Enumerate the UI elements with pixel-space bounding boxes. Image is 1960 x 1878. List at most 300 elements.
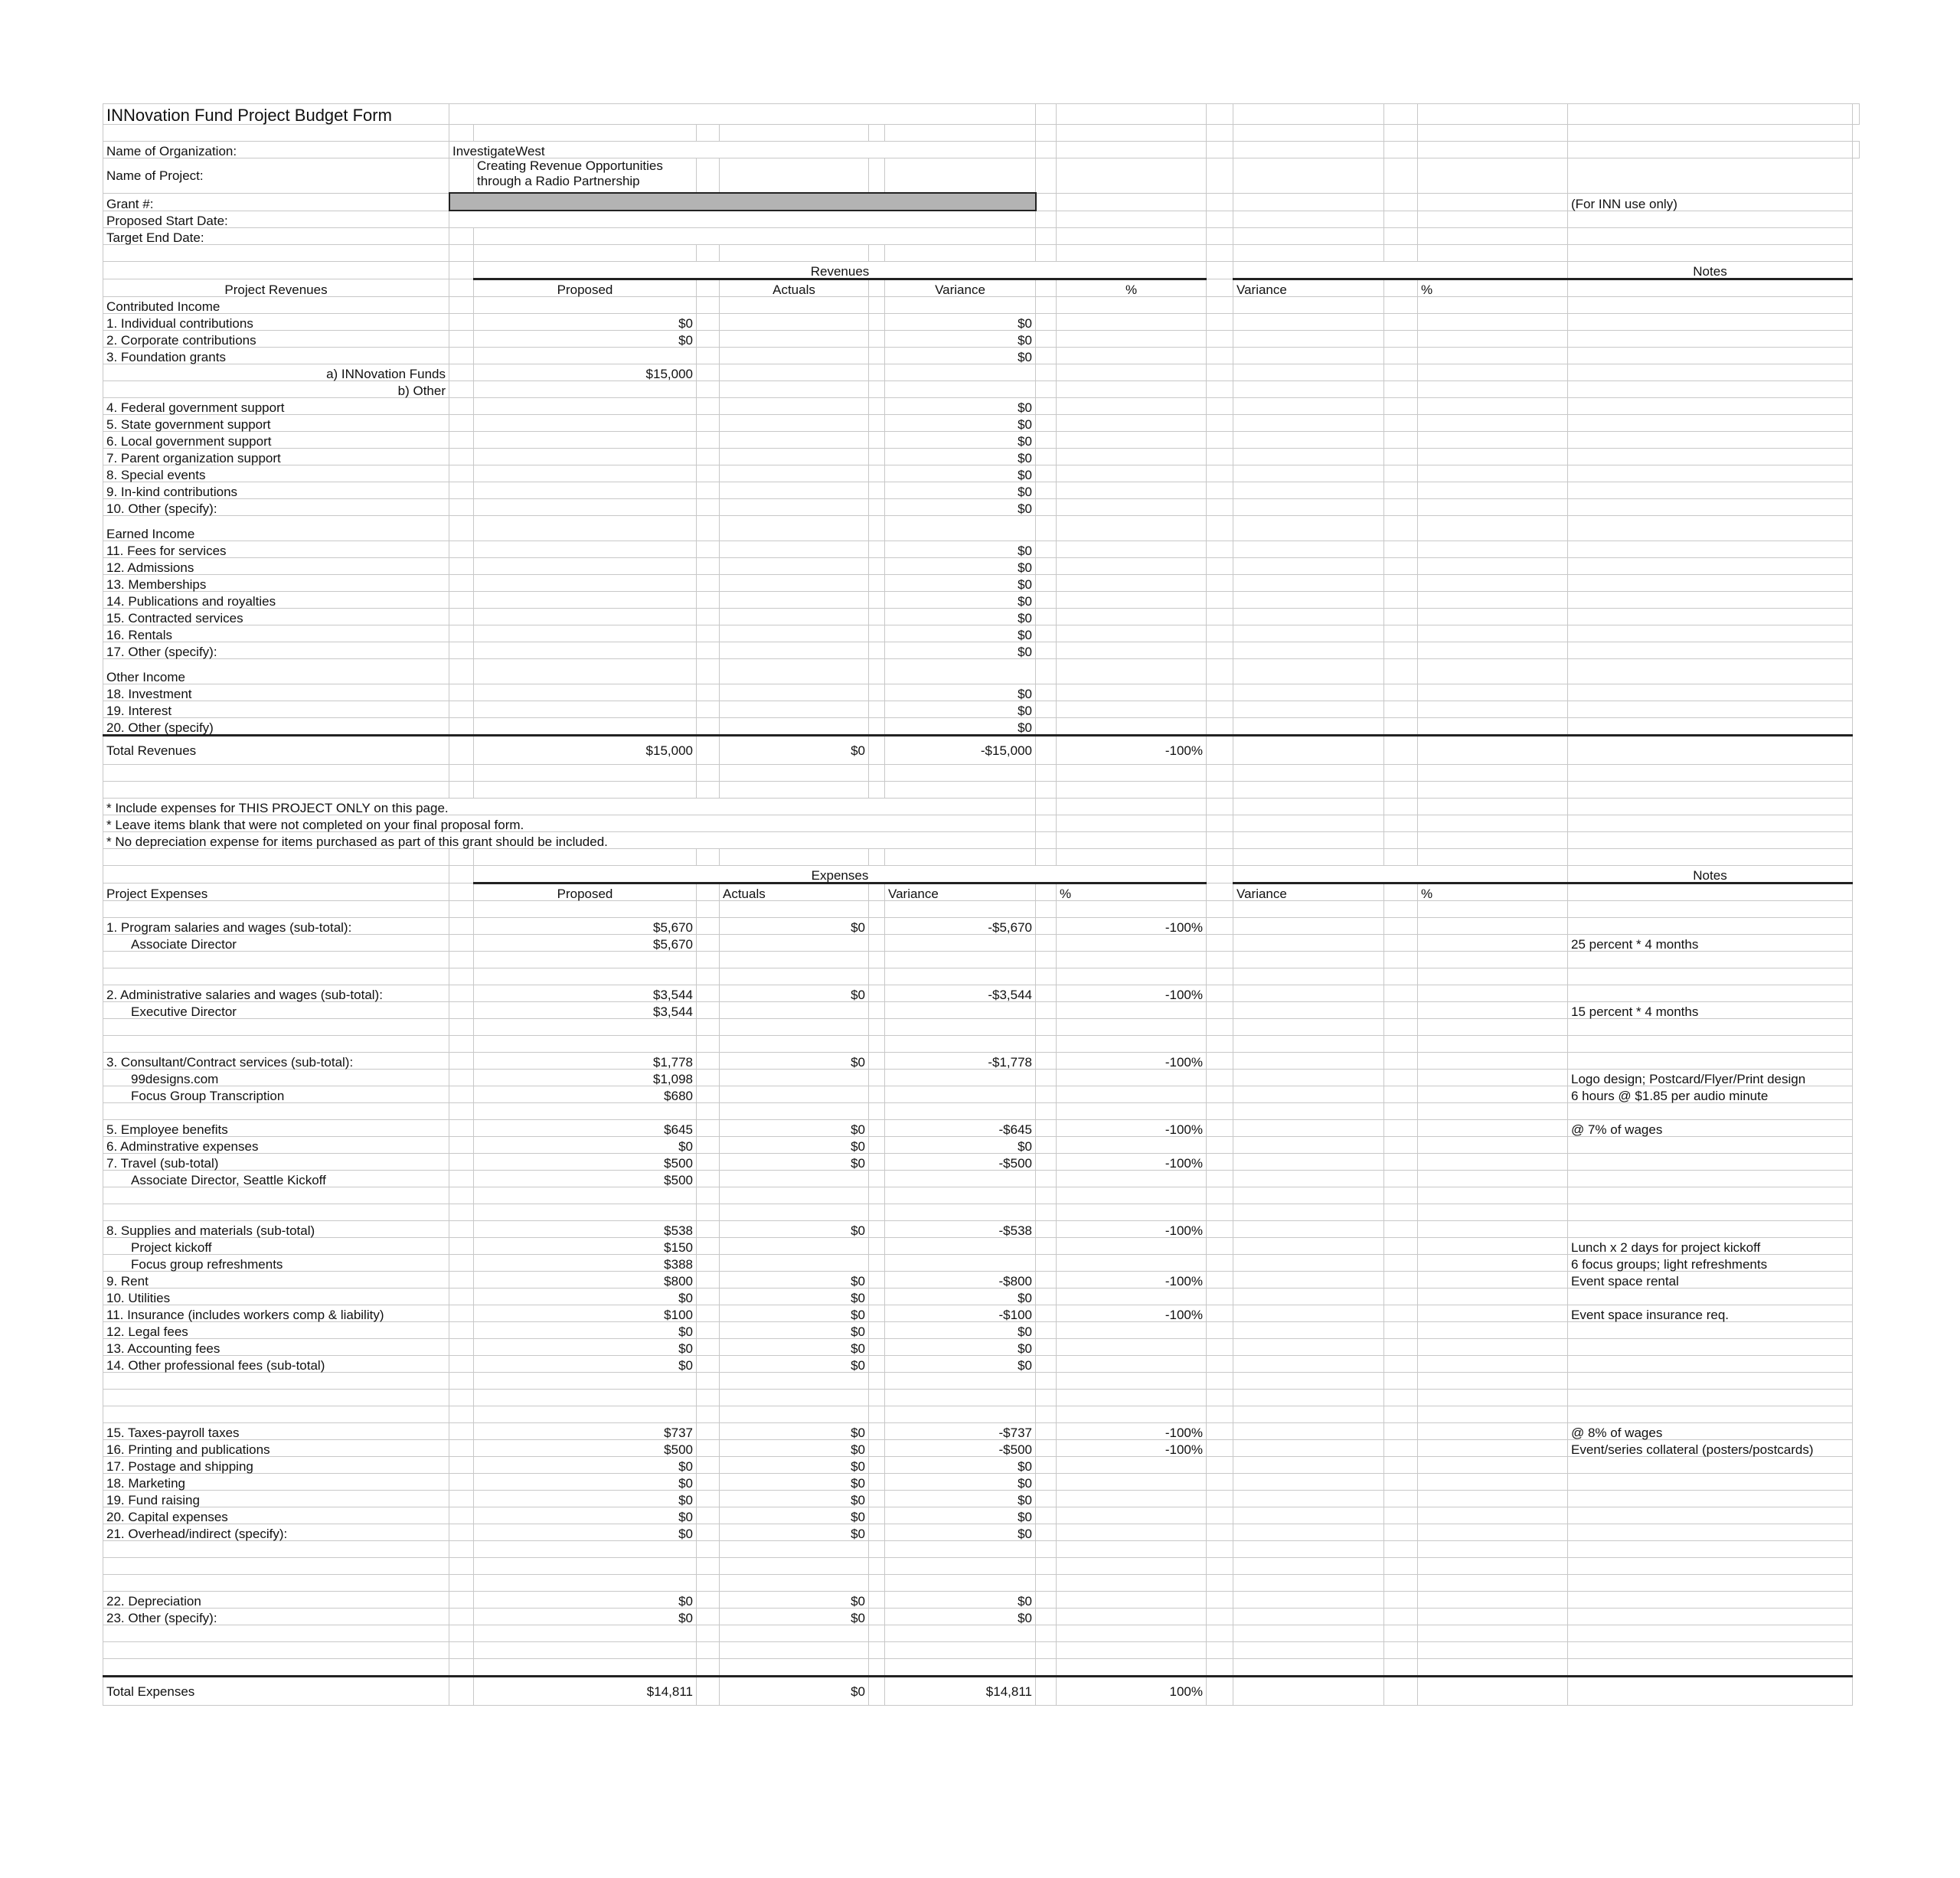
cell[interactable]: [1418, 193, 1568, 211]
cell[interactable]: [869, 432, 885, 449]
cell[interactable]: [869, 348, 885, 364]
grant-number-field[interactable]: [449, 193, 1036, 211]
note[interactable]: [1568, 968, 1853, 985]
cell[interactable]: [869, 1541, 885, 1558]
cell[interactable]: [1418, 381, 1568, 398]
cell[interactable]: [869, 592, 885, 609]
note[interactable]: [1568, 381, 1853, 398]
cell[interactable]: [1418, 432, 1568, 449]
cell[interactable]: [1233, 558, 1384, 575]
cell[interactable]: [449, 1558, 474, 1575]
cell[interactable]: [1418, 558, 1568, 575]
cell[interactable]: [1233, 1036, 1384, 1053]
cell[interactable]: [697, 592, 720, 609]
cell[interactable]: [697, 701, 720, 718]
cell[interactable]: [869, 1002, 885, 1019]
cell[interactable]: [1418, 1507, 1568, 1524]
actuals-value[interactable]: [720, 1255, 869, 1272]
cell[interactable]: [1384, 558, 1418, 575]
cell[interactable]: [1233, 1238, 1384, 1255]
note[interactable]: [1568, 1659, 1853, 1677]
cell[interactable]: [1384, 142, 1418, 158]
actuals-value[interactable]: $0: [720, 736, 869, 765]
cell[interactable]: [1568, 659, 1853, 684]
cell[interactable]: [474, 516, 697, 541]
cell[interactable]: [697, 1356, 720, 1373]
cell[interactable]: [1384, 1019, 1418, 1036]
cell[interactable]: [1207, 158, 1233, 194]
cell[interactable]: [1384, 575, 1418, 592]
cell[interactable]: [1036, 211, 1057, 228]
cell[interactable]: [697, 125, 720, 142]
cell[interactable]: [1233, 1524, 1384, 1541]
cell[interactable]: [1418, 415, 1568, 432]
cell[interactable]: [869, 1440, 885, 1457]
cell[interactable]: [697, 1137, 720, 1154]
proposed-value[interactable]: [474, 482, 697, 499]
cell[interactable]: [697, 1288, 720, 1305]
cell[interactable]: [1384, 449, 1418, 465]
cell[interactable]: [474, 849, 697, 866]
cell[interactable]: [697, 1187, 720, 1204]
note[interactable]: [1568, 1642, 1853, 1659]
actuals-value[interactable]: $0: [720, 1322, 869, 1339]
cell[interactable]: [1207, 516, 1233, 541]
proposed-value[interactable]: $0: [474, 314, 697, 331]
note[interactable]: Event space rental: [1568, 1272, 1853, 1288]
cell[interactable]: [1384, 348, 1418, 364]
cell[interactable]: [1233, 1406, 1384, 1423]
cell[interactable]: [869, 465, 885, 482]
actuals-value[interactable]: $0: [720, 1609, 869, 1625]
cell[interactable]: [1418, 1625, 1568, 1642]
cell[interactable]: [449, 1677, 474, 1706]
cell[interactable]: [869, 1322, 885, 1339]
actuals-value[interactable]: [720, 1390, 869, 1406]
cell[interactable]: [1418, 1238, 1568, 1255]
cell[interactable]: [1036, 516, 1057, 541]
cell[interactable]: [697, 935, 720, 952]
cell[interactable]: [869, 659, 885, 684]
cell[interactable]: [449, 1507, 474, 1524]
cell[interactable]: [1233, 1086, 1384, 1103]
cell[interactable]: [697, 541, 720, 558]
actuals-value[interactable]: [720, 465, 869, 482]
cell[interactable]: [1057, 104, 1207, 125]
cell[interactable]: [697, 684, 720, 701]
cell[interactable]: [1418, 1154, 1568, 1171]
cell[interactable]: [1418, 1137, 1568, 1154]
cell[interactable]: [449, 541, 474, 558]
cell[interactable]: [1418, 952, 1568, 968]
cell[interactable]: [1384, 1524, 1418, 1541]
cell[interactable]: [449, 482, 474, 499]
cell[interactable]: [697, 952, 720, 968]
actuals-value[interactable]: $0: [720, 918, 869, 935]
proposed-value[interactable]: $800: [474, 1272, 697, 1288]
cell[interactable]: [869, 1288, 885, 1305]
note[interactable]: [1568, 1625, 1853, 1642]
cell[interactable]: [1233, 1204, 1384, 1221]
cell[interactable]: [869, 482, 885, 499]
cell[interactable]: [449, 449, 474, 465]
cell[interactable]: [1418, 449, 1568, 465]
cell[interactable]: [697, 918, 720, 935]
cell[interactable]: [1568, 849, 1853, 866]
cell[interactable]: [1384, 297, 1418, 314]
cell[interactable]: [449, 1002, 474, 1019]
cell[interactable]: [1233, 765, 1384, 782]
note[interactable]: [1568, 1373, 1853, 1390]
cell[interactable]: [449, 245, 474, 262]
actuals-value[interactable]: $0: [720, 1053, 869, 1070]
cell[interactable]: [1418, 142, 1568, 158]
cell[interactable]: [1418, 659, 1568, 684]
cell[interactable]: [697, 1457, 720, 1474]
cell[interactable]: [1384, 642, 1418, 659]
cell[interactable]: [1418, 1103, 1568, 1120]
proposed-value[interactable]: $737: [474, 1423, 697, 1440]
cell[interactable]: [1418, 985, 1568, 1002]
cell[interactable]: [449, 1524, 474, 1541]
actuals-value[interactable]: [720, 935, 869, 952]
cell[interactable]: [869, 1524, 885, 1541]
cell[interactable]: [697, 314, 720, 331]
cell[interactable]: [869, 1625, 885, 1642]
cell[interactable]: [1384, 1659, 1418, 1677]
cell[interactable]: [697, 1491, 720, 1507]
note[interactable]: [1568, 1390, 1853, 1406]
proposed-value[interactable]: [474, 575, 697, 592]
cell[interactable]: [1384, 1474, 1418, 1491]
note[interactable]: [1568, 985, 1853, 1002]
cell[interactable]: [1384, 1255, 1418, 1272]
cell[interactable]: [449, 1491, 474, 1507]
actuals-value[interactable]: [720, 718, 869, 736]
cell[interactable]: [1384, 1642, 1418, 1659]
cell[interactable]: [449, 1288, 474, 1305]
cell[interactable]: [697, 381, 720, 398]
cell[interactable]: [869, 1187, 885, 1204]
note[interactable]: [1568, 918, 1853, 935]
proposed-value[interactable]: $0: [474, 1592, 697, 1609]
cell[interactable]: [449, 1221, 474, 1238]
cell[interactable]: [1418, 1575, 1568, 1592]
proposed-value[interactable]: $500: [474, 1440, 697, 1457]
cell[interactable]: [1233, 245, 1384, 262]
cell[interactable]: [697, 625, 720, 642]
proposed-value[interactable]: $0: [474, 1474, 697, 1491]
cell[interactable]: [449, 1609, 474, 1625]
cell[interactable]: [1418, 609, 1568, 625]
actuals-value[interactable]: [720, 1659, 869, 1677]
cell[interactable]: [1384, 849, 1418, 866]
note[interactable]: [1568, 1171, 1853, 1187]
cell[interactable]: [1384, 609, 1418, 625]
note[interactable]: [1568, 1356, 1853, 1373]
cell[interactable]: [1418, 625, 1568, 642]
actuals-value[interactable]: [720, 642, 869, 659]
cell[interactable]: [449, 642, 474, 659]
cell[interactable]: [1384, 736, 1418, 765]
cell[interactable]: [869, 499, 885, 516]
note[interactable]: [1568, 1187, 1853, 1204]
cell[interactable]: [697, 398, 720, 415]
proposed-value[interactable]: $645: [474, 1120, 697, 1137]
cell[interactable]: [869, 1677, 885, 1706]
cell[interactable]: [1233, 297, 1384, 314]
org-value-field[interactable]: InvestigateWest: [449, 142, 1036, 158]
cell[interactable]: [885, 125, 1036, 142]
cell[interactable]: [697, 432, 720, 449]
cell[interactable]: [449, 684, 474, 701]
cell[interactable]: [1036, 849, 1057, 866]
proposed-value[interactable]: [474, 1390, 697, 1406]
cell[interactable]: [1384, 935, 1418, 952]
proposed-value[interactable]: [474, 718, 697, 736]
proposed-value[interactable]: [474, 701, 697, 718]
cell[interactable]: [1384, 158, 1418, 194]
cell[interactable]: [1418, 228, 1568, 245]
cell[interactable]: [449, 736, 474, 765]
actuals-value[interactable]: $0: [720, 1356, 869, 1373]
cell[interactable]: [1233, 575, 1384, 592]
cell[interactable]: [1233, 1356, 1384, 1373]
cell[interactable]: [869, 1390, 885, 1406]
cell[interactable]: [1418, 1609, 1568, 1625]
cell[interactable]: [1233, 1592, 1384, 1609]
note[interactable]: Lunch x 2 days for project kickoff: [1568, 1238, 1853, 1255]
cell[interactable]: [1207, 104, 1233, 125]
cell[interactable]: [449, 782, 474, 799]
cell[interactable]: [1568, 158, 1853, 194]
cell[interactable]: [697, 516, 720, 541]
note[interactable]: [1568, 1137, 1853, 1154]
cell[interactable]: [449, 765, 474, 782]
cell[interactable]: [1418, 849, 1568, 866]
note[interactable]: 6 hours @ $1.85 per audio minute: [1568, 1086, 1853, 1103]
cell[interactable]: [1207, 142, 1233, 158]
cell[interactable]: [1233, 499, 1384, 516]
actuals-value[interactable]: [720, 364, 869, 381]
cell[interactable]: [449, 104, 1036, 125]
cell[interactable]: [1384, 415, 1418, 432]
actuals-value[interactable]: $0: [720, 1592, 869, 1609]
cell[interactable]: [449, 1305, 474, 1322]
note[interactable]: [1568, 901, 1853, 918]
proposed-value[interactable]: $0: [474, 1339, 697, 1356]
actuals-value[interactable]: $0: [720, 1305, 869, 1322]
cell[interactable]: [697, 968, 720, 985]
cell[interactable]: [1418, 1390, 1568, 1406]
cell[interactable]: [1418, 1541, 1568, 1558]
cell[interactable]: [1233, 1272, 1384, 1288]
cell[interactable]: [1233, 228, 1384, 245]
actuals-value[interactable]: [720, 314, 869, 331]
proposed-value[interactable]: $0: [474, 1609, 697, 1625]
note[interactable]: [1568, 415, 1853, 432]
cell[interactable]: [697, 1373, 720, 1390]
cell[interactable]: [697, 1204, 720, 1221]
cell[interactable]: [1233, 398, 1384, 415]
cell[interactable]: [869, 718, 885, 736]
cell[interactable]: [697, 736, 720, 765]
cell[interactable]: [1418, 1086, 1568, 1103]
cell[interactable]: [449, 935, 474, 952]
cell[interactable]: [697, 364, 720, 381]
cell[interactable]: [1418, 1053, 1568, 1070]
cell[interactable]: [720, 659, 869, 684]
cell[interactable]: [1057, 211, 1207, 228]
cell[interactable]: [869, 1171, 885, 1187]
cell[interactable]: [697, 1524, 720, 1541]
cell[interactable]: [449, 125, 474, 142]
proposed-value[interactable]: $5,670: [474, 935, 697, 952]
proposed-value[interactable]: [474, 1659, 697, 1677]
cell[interactable]: [697, 348, 720, 364]
cell[interactable]: [869, 1507, 885, 1524]
cell[interactable]: [1418, 1187, 1568, 1204]
actuals-value[interactable]: [720, 331, 869, 348]
cell[interactable]: [697, 499, 720, 516]
actuals-value[interactable]: [720, 449, 869, 465]
cell[interactable]: [449, 558, 474, 575]
proposed-value[interactable]: [474, 901, 697, 918]
proposed-value[interactable]: [474, 381, 697, 398]
cell[interactable]: [697, 1272, 720, 1288]
cell[interactable]: [1036, 193, 1057, 211]
cell[interactable]: [1207, 659, 1233, 684]
cell[interactable]: [1207, 211, 1233, 228]
note[interactable]: [1568, 625, 1853, 642]
proposed-value[interactable]: [474, 1103, 697, 1120]
cell[interactable]: [1233, 684, 1384, 701]
actuals-value[interactable]: $0: [720, 1423, 869, 1440]
cell[interactable]: [869, 516, 885, 541]
cell[interactable]: [1057, 849, 1207, 866]
actuals-value[interactable]: [720, 348, 869, 364]
cell[interactable]: [1418, 918, 1568, 935]
actuals-value[interactable]: $0: [720, 1272, 869, 1288]
note[interactable]: @ 7% of wages: [1568, 1120, 1853, 1137]
cell[interactable]: [1418, 684, 1568, 701]
actuals-value[interactable]: [720, 1373, 869, 1390]
cell[interactable]: [449, 1440, 474, 1457]
cell[interactable]: [697, 1086, 720, 1103]
cell[interactable]: [1853, 142, 1860, 158]
cell[interactable]: [697, 575, 720, 592]
cell[interactable]: [697, 1406, 720, 1423]
actuals-value[interactable]: [720, 1103, 869, 1120]
cell[interactable]: [1384, 968, 1418, 985]
cell[interactable]: [1384, 125, 1418, 142]
cell[interactable]: [449, 1457, 474, 1474]
cell[interactable]: [449, 1423, 474, 1440]
cell[interactable]: [1568, 142, 1853, 158]
note[interactable]: [1568, 1288, 1853, 1305]
actuals-value[interactable]: [720, 482, 869, 499]
cell[interactable]: [697, 1558, 720, 1575]
actuals-value[interactable]: [720, 1187, 869, 1204]
cell[interactable]: [869, 331, 885, 348]
cell[interactable]: [869, 1272, 885, 1288]
cell[interactable]: [1207, 849, 1233, 866]
cell[interactable]: [1418, 1339, 1568, 1356]
cell[interactable]: [1233, 1053, 1384, 1070]
cell[interactable]: [1384, 901, 1418, 918]
cell[interactable]: [1233, 381, 1384, 398]
cell[interactable]: [1418, 782, 1568, 799]
cell[interactable]: [1384, 1541, 1418, 1558]
cell[interactable]: [1233, 211, 1384, 228]
cell[interactable]: [1384, 1356, 1418, 1373]
cell[interactable]: [1384, 516, 1418, 541]
cell[interactable]: [697, 1154, 720, 1171]
proposed-value[interactable]: $388: [474, 1255, 697, 1272]
cell[interactable]: [1233, 849, 1384, 866]
cell[interactable]: [869, 297, 885, 314]
cell[interactable]: [869, 684, 885, 701]
note[interactable]: [1568, 1575, 1853, 1592]
cell[interactable]: [720, 782, 869, 799]
cell[interactable]: [449, 1474, 474, 1491]
project-value-field[interactable]: Creating Revenue Opportunities through a Radio Partnership: [474, 158, 697, 194]
actuals-value[interactable]: $0: [720, 1524, 869, 1541]
cell[interactable]: [1036, 782, 1057, 799]
cell[interactable]: [1384, 211, 1418, 228]
cell[interactable]: [1036, 158, 1057, 194]
cell[interactable]: [449, 499, 474, 516]
cell[interactable]: [1418, 718, 1568, 736]
proposed-value[interactable]: $0: [474, 1457, 697, 1474]
cell[interactable]: [697, 1238, 720, 1255]
cell[interactable]: [1418, 516, 1568, 541]
cell[interactable]: [449, 918, 474, 935]
cell[interactable]: [1384, 1187, 1418, 1204]
proposed-value[interactable]: [474, 1642, 697, 1659]
cell[interactable]: [869, 1070, 885, 1086]
cell[interactable]: [1233, 1002, 1384, 1019]
cell[interactable]: [1384, 1070, 1418, 1086]
proposed-value[interactable]: $1,098: [474, 1070, 697, 1086]
cell[interactable]: [869, 1036, 885, 1053]
cell[interactable]: [1233, 659, 1384, 684]
cell[interactable]: [869, 1086, 885, 1103]
cell[interactable]: [1384, 985, 1418, 1002]
cell[interactable]: [1418, 1070, 1568, 1086]
cell[interactable]: [449, 1373, 474, 1390]
actuals-value[interactable]: $0: [720, 1491, 869, 1507]
cell[interactable]: [1384, 1457, 1418, 1474]
cell[interactable]: [1233, 642, 1384, 659]
proposed-value[interactable]: $500: [474, 1171, 697, 1187]
actuals-value[interactable]: [720, 1086, 869, 1103]
cell[interactable]: [1233, 314, 1384, 331]
cell[interactable]: [697, 415, 720, 432]
cell[interactable]: [449, 985, 474, 1002]
cell[interactable]: [1418, 1457, 1568, 1474]
cell[interactable]: [1384, 1677, 1418, 1706]
cell[interactable]: [869, 1356, 885, 1373]
cell[interactable]: [1036, 659, 1057, 684]
cell[interactable]: [1418, 211, 1568, 228]
cell[interactable]: [1568, 211, 1853, 228]
actuals-value[interactable]: [720, 1002, 869, 1019]
cell[interactable]: [697, 609, 720, 625]
proposed-value[interactable]: $150: [474, 1238, 697, 1255]
actuals-value[interactable]: $0: [720, 1507, 869, 1524]
cell[interactable]: [869, 1491, 885, 1507]
